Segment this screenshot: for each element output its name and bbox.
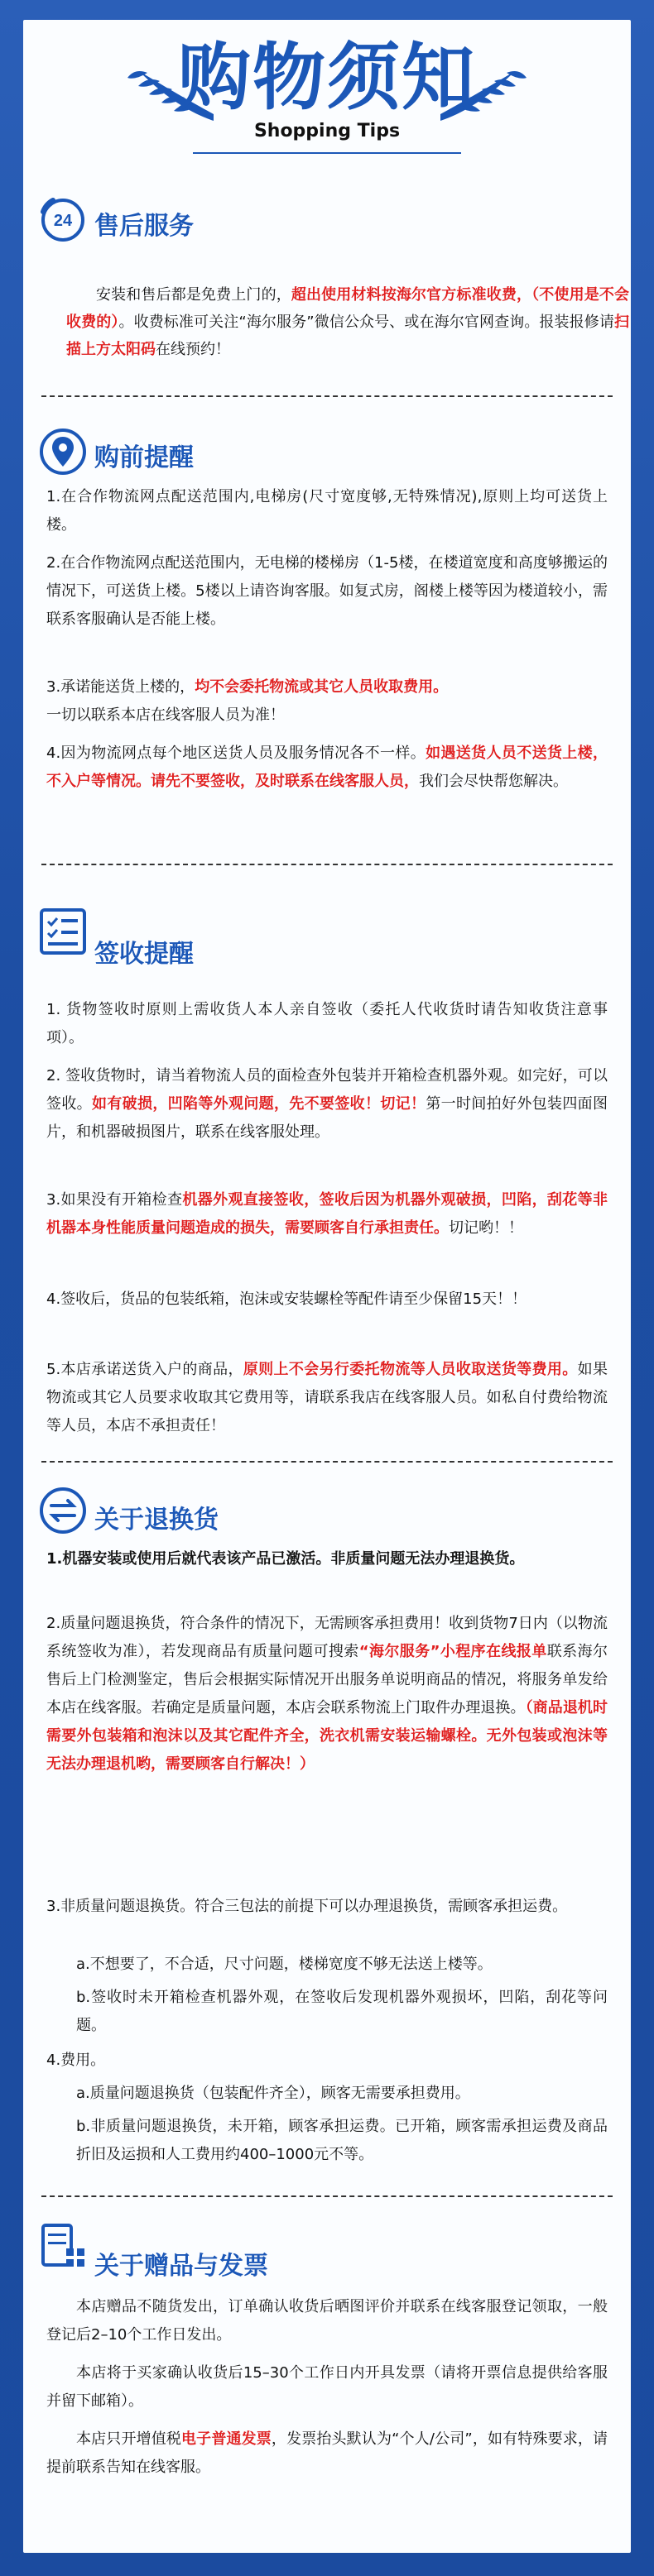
text: 3.承诺能送货上楼的，: [46, 678, 195, 696]
paragraph: 本店将于买家确认收货后15–30个工作日内开具发票（请将开票信息提供给客服并留下邮箱）。: [46, 2364, 608, 2410]
exchange-arrows-icon: [36, 1484, 89, 1537]
list-item: [46, 1186, 608, 1243]
text: 切记哟！！: [449, 1219, 523, 1237]
dashed-divider: [41, 395, 613, 397]
section-signoff: [23, 905, 631, 1476]
highlight-text: 原则上不会另行委托物流等人员收取送货等费用。: [243, 1361, 578, 1378]
list-item: [46, 1062, 608, 1147]
highlight-text: 如遇送货人员不送货上楼，不入户等情况。请先不要签收，及时联系在线客服人员，: [46, 745, 608, 790]
section-title: 签收提醒: [94, 940, 194, 969]
section-returns: [23, 1484, 631, 2278]
section-header: [23, 2220, 631, 2281]
section-aftersales: [23, 194, 631, 417]
dashed-divider: [41, 1461, 613, 1463]
list-item: 4.签收后，货品的包装纸箱，泡沫或安装螺栓等配件请至少保留15天！！: [46, 1290, 527, 1308]
highlight-text: 机器外观直接签收，签收后因为机器外观破损，凹陷，刮花等非机器本身性能质量问题造成的损失，需要顾客自行承担责任。: [46, 1191, 608, 1237]
list-item: 1.在合作物流网点配送范围内,电梯房(尺寸宽度够,无特殊情况),原则上均可送货上楼。: [46, 488, 608, 534]
page-subtitle: Shopping Tips: [253, 121, 401, 141]
section-header: [23, 1484, 631, 1542]
list-item: 1.机器安装或使用后就代表该产品已激活。非质量问题无法办理退换货。: [46, 1550, 525, 1568]
dashed-divider: [41, 864, 613, 865]
svg-text:24: 24: [53, 212, 73, 230]
text: 4.因为物流网点每个地区送货人员及服务情况各不一样。: [46, 745, 426, 762]
section-title: 关于赠品与发票: [94, 2252, 268, 2281]
list-item: 3.非质量问题退换货。符合三包法的前提下可以办理退换货，需顾客承担运费。: [46, 1898, 568, 1915]
text: 联系海尔售后上门检测鉴定，售后会根据实际情况开出服务单说明商品的情况，将服务单发给本店在线客服。若确定是质量问题，本店会联系物流上门取件办理退换。: [46, 1643, 608, 1717]
sub-item: a.质量问题退换货（包装配件齐全），顾客无需要承担费用。: [76, 2085, 470, 2102]
text: 一切以联系本店在线客服人员为准！: [46, 706, 285, 724]
highlight-text: （商品退机时需要外包装箱和泡沫以及其它配件齐全，洗衣机需安装运输螺栓。无外包装或泡沫等无法办理退机哟，需要顾客自行解决！）: [46, 1699, 608, 1773]
invoice-gift-icon: [36, 2220, 89, 2273]
list-item: [46, 1356, 608, 1440]
list-item: [46, 1610, 608, 1779]
sub-item: a.不想要了，不合适，尺寸问题，楼梯宽度不够无法送上楼等。: [76, 1956, 493, 1973]
location-pin-icon: [36, 425, 89, 478]
section-gifts: [23, 2220, 631, 2535]
highlight-text: 电子普通发票: [181, 2430, 272, 2448]
text: 2.质量问题退换货，符合条件的情况下，无需顾客承担费用！收到货物7日内（以物流系统签收为准），若发现商品有质量问题可搜索: [46, 1615, 608, 1660]
highlight-text: 超出使用材料按海尔官方标准收费，（不使用是不会收费的）: [66, 286, 629, 331]
section-prepurchase: [23, 425, 631, 897]
highlight-text: 均不会委托物流或其它人员收取费用。: [195, 678, 449, 696]
text: 第一时间拍好外包装四面图片，和机器破损图片，联系在线客服处理。: [46, 1095, 608, 1141]
text: 5.本店承诺送货入户的商品，: [46, 1361, 243, 1378]
list-item: [46, 673, 608, 730]
text: 3.如果没有开箱检查: [46, 1191, 183, 1209]
list-item: 4.费用。: [46, 2052, 106, 2069]
section-title: 购前提醒: [94, 443, 194, 472]
text: 安装和售后都是免费上门的，: [96, 286, 291, 304]
list-item: 1. 货物签收时原则上需收货人本人亲自签收（委托人代收货时请告知收货注意事项）。: [46, 1001, 608, 1046]
text: 2. 签收货物时，请当着物流人员的面检查外包装并开箱检查机器外观。如完好，可以签收。: [46, 1067, 608, 1113]
sub-item: b.非质量问题退换货，未开箱，顾客承担运费。已开箱，顾客需承担运费及商品折旧及运损和人工费用约400–1000元不等。: [76, 2118, 608, 2163]
text: 。收费标准可关注“海尔服务”微信公众号、或在海尔官网查询。报装报修请: [118, 314, 615, 331]
list-item: 2.在合作物流网点配送范围内，无电梯的楼梯房（1-5楼，在楼道宽度和高度够搬运的情况下，可送货上楼。5楼以上请咨询客服。如复式房，阁楼上楼等因为楼道较小，需联系客服确认是否能上楼。: [46, 554, 608, 628]
clock-24-icon: [36, 194, 89, 247]
text: 如果物流或其它人员要求收取其它费用等，请联系我店在线客服人员。如私自付费给物流等人员，本店不承担责任！: [46, 1361, 608, 1434]
list-item: [46, 740, 608, 796]
title-underline: [193, 152, 461, 154]
highlight-text: 扫描上方太阳码: [66, 314, 630, 358]
header: [23, 20, 631, 177]
dashed-divider: [41, 2195, 613, 2197]
checklist-icon: [36, 905, 89, 958]
section-header: [23, 905, 631, 969]
text: 在线预约！: [156, 341, 230, 358]
page-title: 购物须知: [177, 35, 476, 120]
text: 本店只开增值税: [76, 2430, 182, 2448]
text: 我们会尽快帮您解决。: [419, 773, 568, 790]
highlight-text: “海尔服务”小程序在线报单: [358, 1643, 547, 1660]
highlight-text: 如有破损，凹陷等外观问题，先不要签收！切记！: [92, 1095, 426, 1113]
paragraph: 本店赠品不随货发出，订单确认收货后晒图评价并联系在线客服登记领取，一般登记后2–10个工作日发出。: [46, 2298, 608, 2344]
section-header: [23, 194, 631, 251]
paragraph: [46, 2425, 608, 2482]
section-title: 售后服务: [94, 212, 194, 241]
sub-item: b.签收时未开箱检查机器外观，在签收后发现机器外观损坏，凹陷，刮花等问题。: [76, 1989, 608, 2034]
section-header: [23, 425, 631, 483]
section-title: 关于退换货: [94, 1506, 219, 1535]
text: ，发票抬头默认为“个人/公司”，如有特殊要求，请提前联系告知在线客服。: [46, 2430, 608, 2476]
content-card: [23, 20, 631, 2553]
